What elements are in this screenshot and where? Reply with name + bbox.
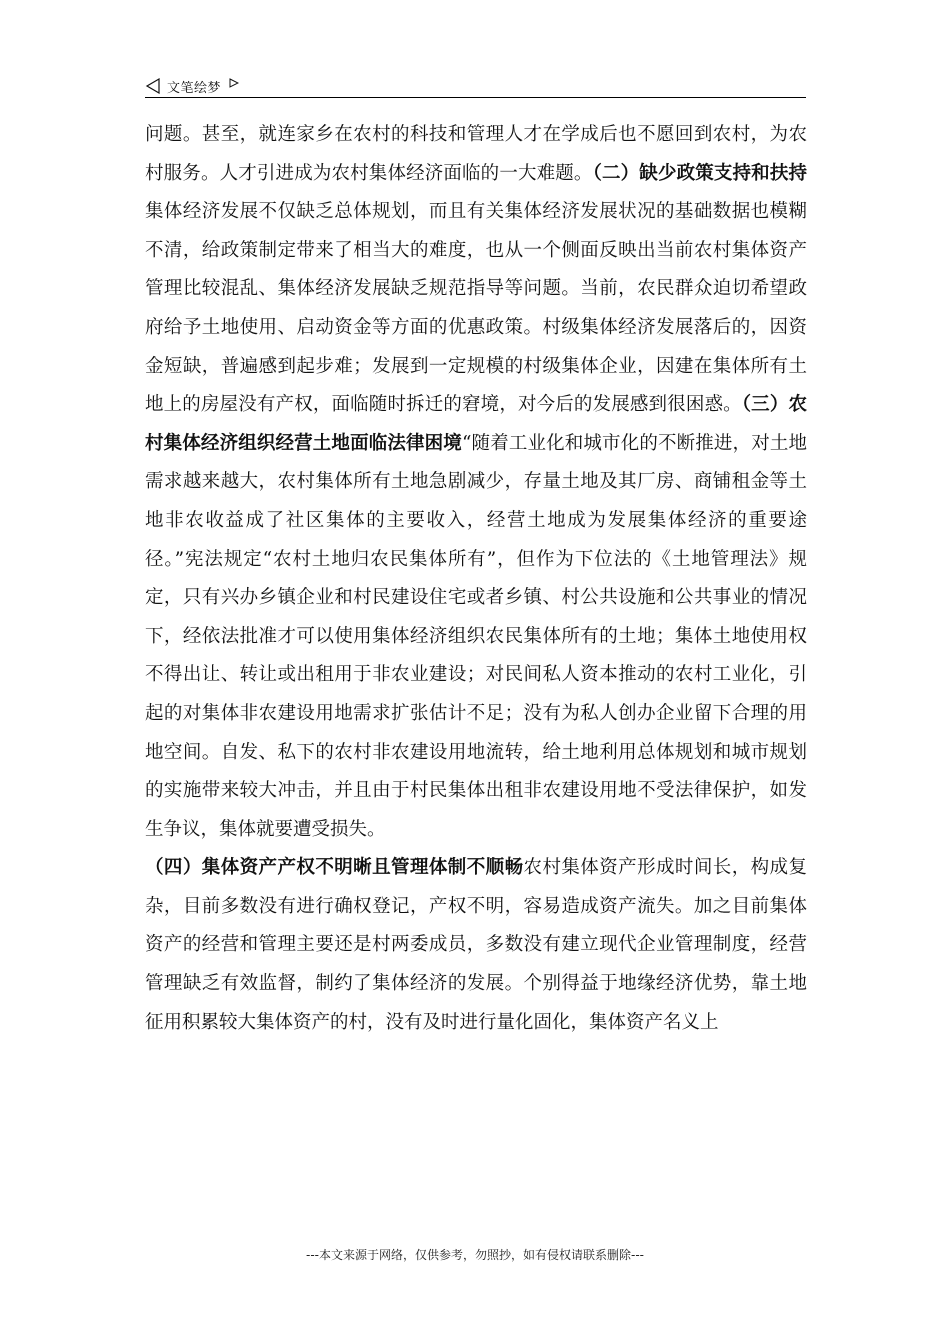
page-header — [145, 74, 239, 98]
header-title: 文笔绘梦 — [167, 80, 222, 96]
triangle-left-outline-icon — [145, 78, 161, 94]
paragraph-2 — [145, 849, 807, 1042]
paragraph-text: “随着工业化和城市化的不断推进，对土地需求越来越大，农村集体所有土地急剧减少，存量土地及其厂房、商铺租金等土地非农收益成了社区集体的主要收入，经营土地成为发展集体经济的重要途径。”宪法规定“农村土地归农民集体所有”，但作为下位法的《土地管理法》规定，只有兴办乡镇企业和村民建设住宅或者乡镇、村公共设施和公共事业的情况下，经依法批准才可以使用集体经济组织农民集体所有的土地；集体土地使用权不得出让、转让或出租用于非农业建设；对民间私人资本推动的农村工业化，引起的对集体非农建设用地需求扩张估计不足；没有为私人创办企业留下合理的用地空间。自发、私下的农村非农建设用地流转，给土地利用总体规划和城市规划的实施带来较大冲击，并且由于村民集体出租非农建设用地不受法律保护，如发生争议，集体就要遭受损失。 — [145, 432, 807, 840]
paragraph-text: 集体经济发展不仅缺乏总体规划，而且有关集体经济发展状况的基础数据也模糊不清，给政策制定带来了相当大的难度，也从一个侧面反映出当前农村集体资产管理比较混乱、集体经济发展缺乏规范指导等问题。当前，农民群众迫切希望政府给予土地使用、启动资金等方面的优惠政策。村级集体经济发展落后的，因资金短缺，普遍感到起步难；发展到一定规模的村级集体企业，因建在集体所有土地上的房屋没有产权，面临随时拆迁的窘境，对今后的发展感到很困惑。 — [145, 201, 807, 416]
document-body — [145, 116, 807, 1042]
section-heading-3: （三）农村集体经济组织经营土地面临法律困境 — [145, 394, 807, 454]
page-footer-disclaimer: ---本文来源于网络，仅供参考，勿照抄，如有侵权请联系删除--- — [306, 1248, 644, 1262]
paragraph-text: 农村集体资产形成时间长，构成复杂，目前多数没有进行确权登记，产权不明，容易造成资产流失。加之目前集体资产的经营和管理主要还是村两委成员，多数没有建立现代企业管理制度，经营管理缺乏有效监督，制约了集体经济的发展。个别得益于地缘经济优势，靠土地征用积累较大集体资产的村，没有及时进行量化固化，集体资产名义上 — [145, 857, 807, 1033]
triangle-right-outline-icon — [229, 78, 239, 88]
header-divider — [145, 97, 806, 98]
paragraph-text: 问题。甚至，就连家乡在农村的科技和管理人才在学成后也不愿回到农村，为农村服务。人才引进成为农村集体经济面临的一大难题。 — [145, 124, 807, 184]
paragraph-1 — [145, 116, 807, 849]
section-heading-4: （四）集体资产产权不明晰且管理体制不顺畅 — [145, 857, 524, 879]
section-heading-2: （二）缺少政策支持和扶持 — [592, 162, 807, 184]
